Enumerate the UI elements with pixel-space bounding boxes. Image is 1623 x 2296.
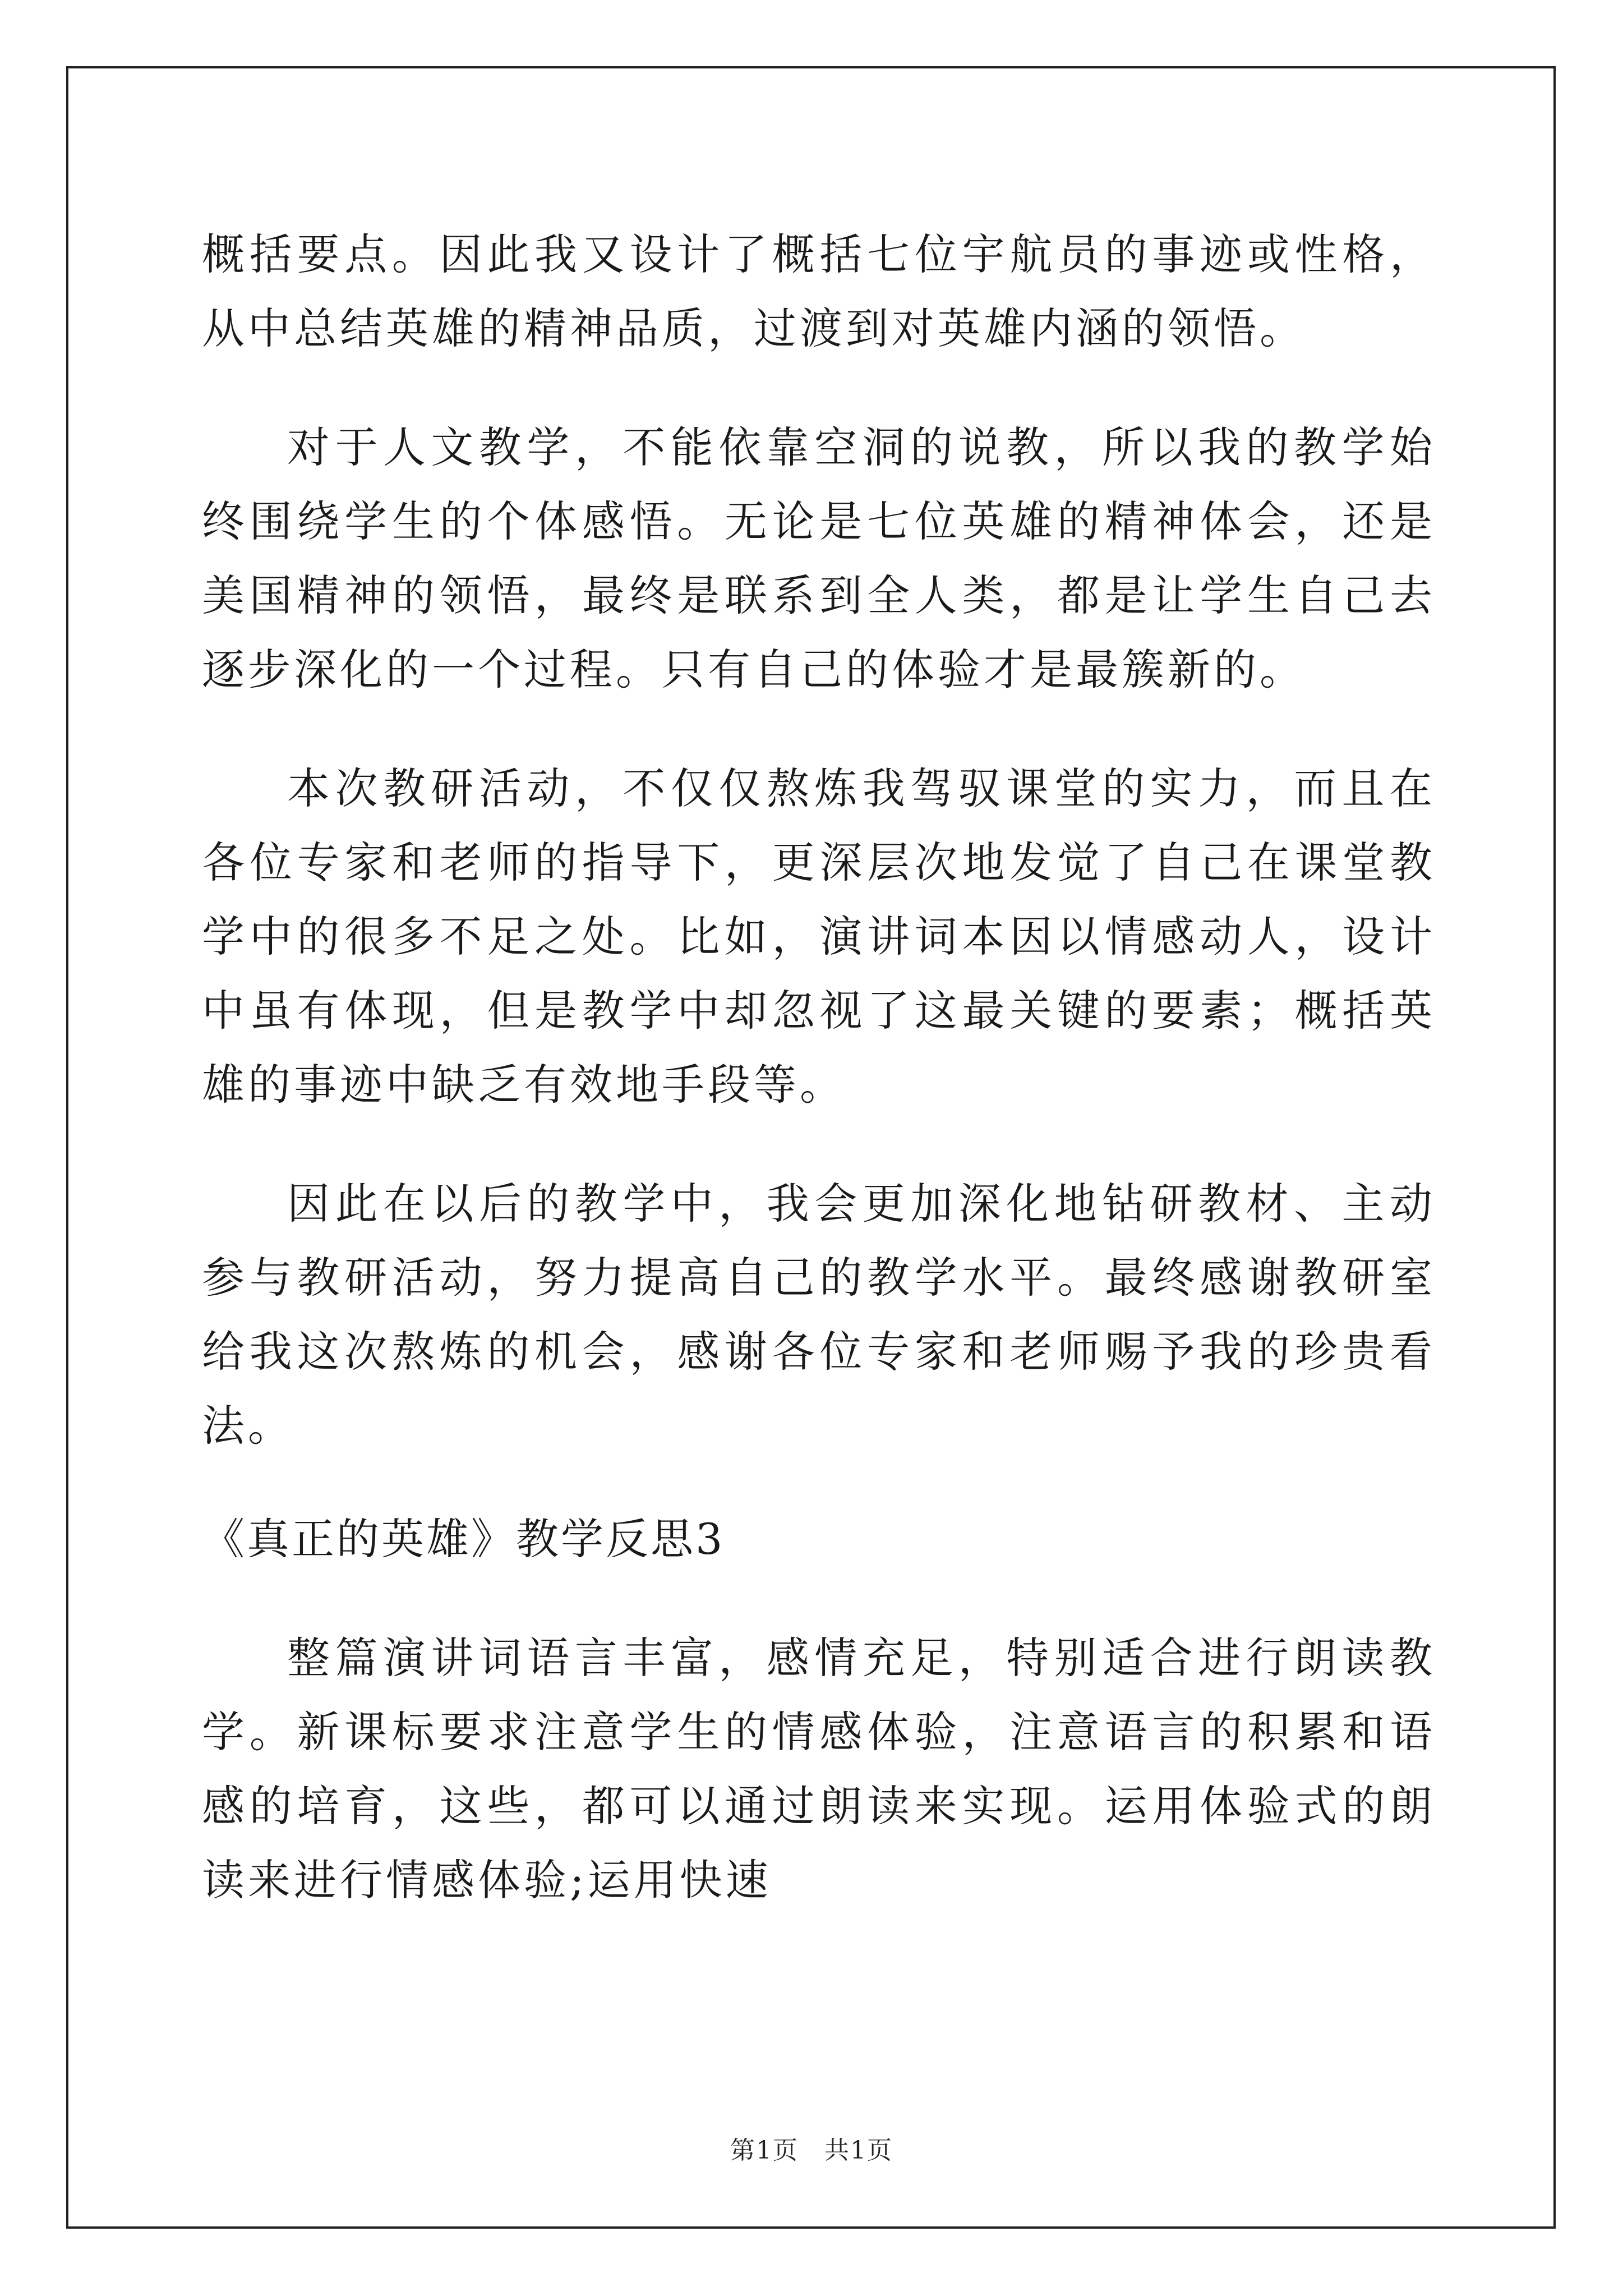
- section-heading: 《真正的英雄》教学反思3: [202, 1514, 725, 1564]
- paragraph-3: 本次教研活动，不仅仅熬炼我驾驭课堂的实力，而且在各位专家和老师的指导下，更深层次地发觉了自己在课堂教学中的很多不足之处。比如，演讲词本因以情感动人，设计中虽有体现，但是教学中却忽视了这最关键的要素；概括英雄的事迹中缺乏有效地手段等。: [202, 763, 1436, 1110]
- document-body: [202, 218, 1436, 1917]
- paragraph-1: 概括要点。因此我又设计了概括七位宇航员的事迹或性格，从中总结英雄的精神品质，过渡到对英雄内涵的领悟。: [202, 229, 1436, 353]
- paragraph-5: 整篇演讲词语言丰富，感情充足，特别适合进行朗读教学。新课标要求注意学生的情感体验，注意语言的积累和语感的培育，这些，都可以通过朗读来实现。运用体验式的朗读来进行情感体验;运用快速: [202, 1633, 1436, 1905]
- page-footer: 第1页 共1页: [730, 2136, 893, 2165]
- paragraph-2: 对于人文教学，不能依靠空洞的说教，所以我的教学始终围绕学生的个体感悟。无论是七位英雄的精神体会，还是美国精神的领悟，最终是联系到全人类，都是让学生自己去逐步深化的一个过程。只有自己的体验才是最簇新的。: [202, 422, 1436, 694]
- paragraph-4: 因此在以后的教学中，我会更加深化地钻研教材、主动参与教研活动，努力提高自己的教学水平。最终感谢教研室给我这次熬炼的机会，感谢各位专家和老师赐予我的珍贵看法。: [202, 1179, 1436, 1451]
